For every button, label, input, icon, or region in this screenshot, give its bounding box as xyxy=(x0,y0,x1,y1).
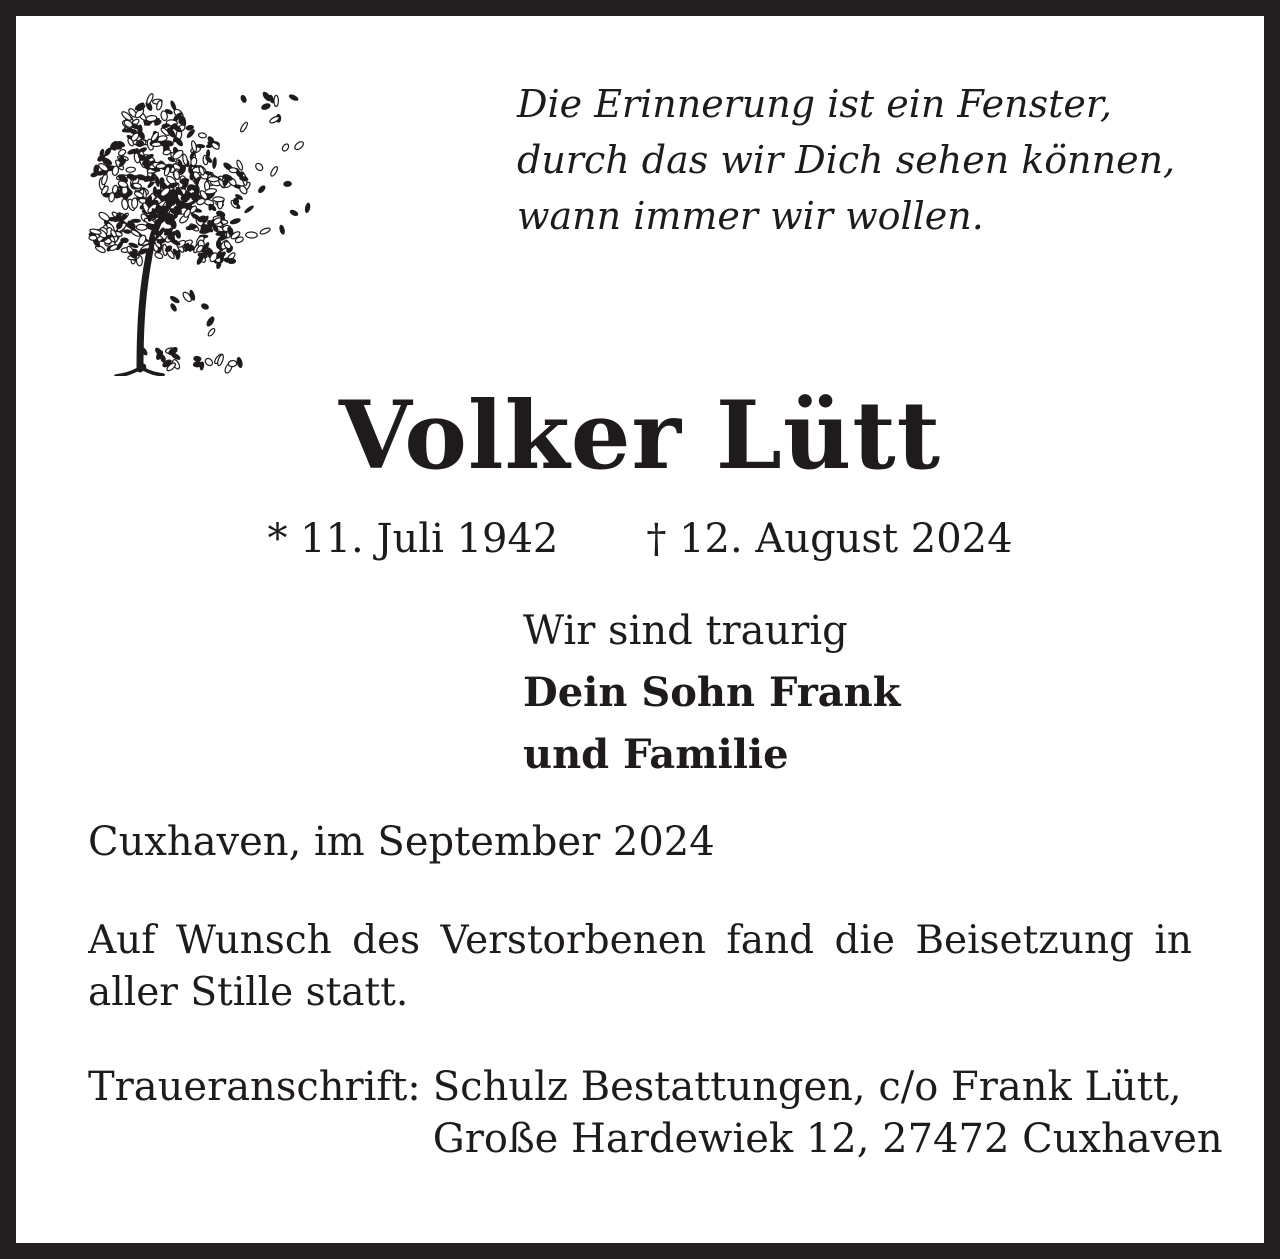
death-date: † 12. August 2024 xyxy=(646,516,1013,562)
condolence-address-label: Traueranschrift: xyxy=(88,1064,421,1110)
condolence-address-lines xyxy=(433,1061,1223,1165)
quote-line: durch das wir Dich sehen können, xyxy=(517,138,1176,182)
deceased-name: Volker Lütt xyxy=(338,381,942,491)
condolence-address-line: Große Hardewiek 12, 27472 Cuxhaven xyxy=(432,1116,1223,1162)
quote-line: Die Erinnerung ist ein Fenster, xyxy=(517,82,1112,126)
mourning-block xyxy=(523,600,900,786)
tree-with-falling-leaves-icon xyxy=(80,76,320,376)
condolence-address-line: Schulz Bestattungen, c/o Frank Lütt, xyxy=(432,1064,1182,1110)
burial-notice-line: Auf Wunsch des Verstorbenen fand die Beisetzung in xyxy=(88,918,1192,963)
birth-date: * 11. Juli 1942 xyxy=(267,516,559,562)
burial-notice xyxy=(88,915,1192,1019)
tree-illustration xyxy=(80,76,320,376)
condolence-address xyxy=(88,1061,1223,1165)
mourner-line: Dein Sohn Frank xyxy=(523,669,901,716)
burial-notice-line: aller Stille statt. xyxy=(88,970,409,1015)
memorial-quote xyxy=(517,76,1175,244)
mourner-line: und Familie xyxy=(523,731,789,778)
mourning-intro: Wir sind traurig xyxy=(523,608,848,654)
place-and-date: Cuxhaven, im September 2024 xyxy=(88,819,715,865)
life-dates xyxy=(16,514,1264,564)
quote-line: wann immer wir wollen. xyxy=(517,194,984,238)
